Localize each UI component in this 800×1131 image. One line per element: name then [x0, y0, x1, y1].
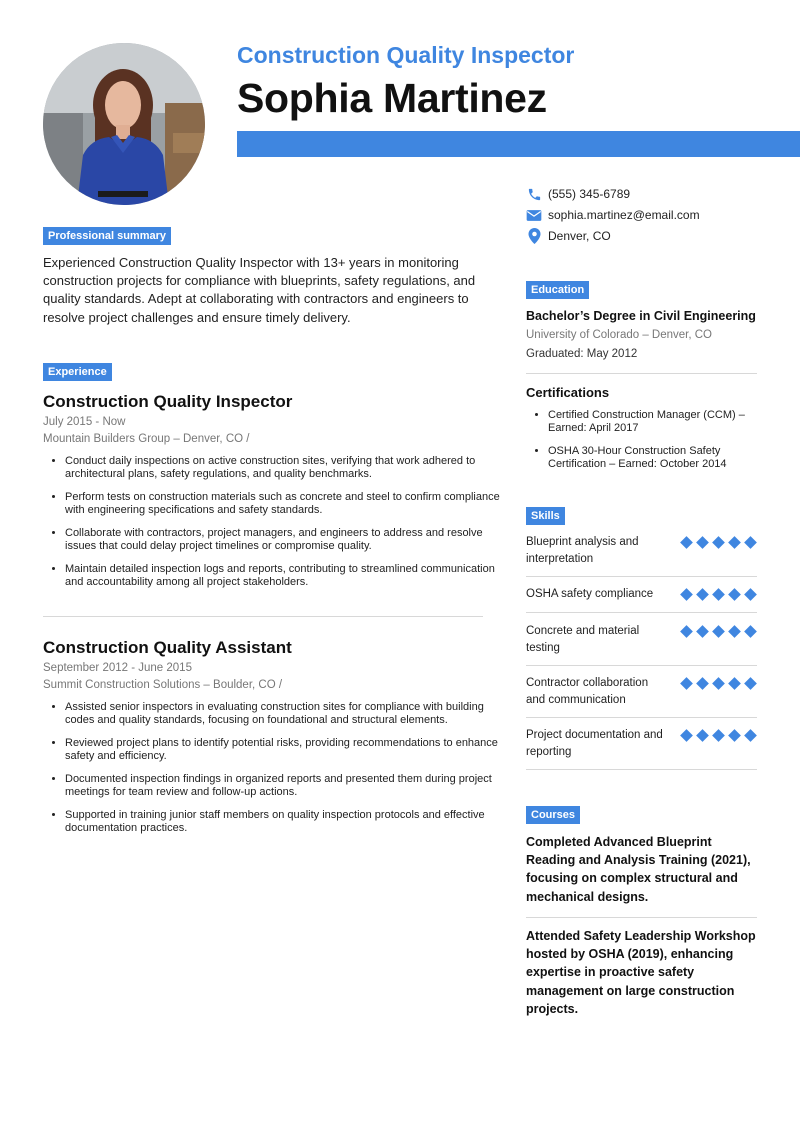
skill-rating — [680, 729, 757, 742]
rating-diamond-icon — [696, 536, 709, 549]
job-2-title: Construction Quality Assistant — [43, 638, 292, 657]
summary-heading: Professional summary — [43, 227, 171, 245]
rating-diamond-icon — [696, 625, 709, 638]
skill-name: Contractor collaboration and communication — [526, 677, 649, 706]
job-2-dates: September 2012 - June 2015 — [43, 662, 192, 674]
skill-row — [526, 534, 757, 567]
list-item: • Maintain detailed inspection logs and reports, contributing to streamlined communication and accountability among all project stakeholders. — [65, 563, 503, 589]
phone-icon — [526, 186, 542, 202]
job-entry-2 — [43, 638, 503, 845]
skill-divider — [526, 612, 757, 613]
rating-diamond-icon — [680, 588, 693, 601]
profile-photo — [43, 43, 205, 205]
skill-rating — [680, 588, 757, 601]
header-accent-bar — [237, 131, 800, 157]
skill-divider — [526, 665, 757, 666]
job-1-company: Mountain Builders Group – Denver, CO / — [43, 433, 250, 445]
job-title: Construction Quality Inspector — [237, 42, 575, 68]
list-item: • Reviewed project plans to identify potential risks, providing recommendations to enhance safety and efficiency. — [65, 737, 503, 763]
rating-diamond-icon — [712, 729, 725, 742]
skill-rating — [680, 677, 757, 690]
phone-text: (555) 345-6789 — [548, 187, 631, 201]
rating-diamond-icon — [680, 536, 693, 549]
skill-divider — [526, 769, 757, 770]
map-pin-icon — [526, 228, 542, 244]
skill-divider — [526, 717, 757, 718]
rating-diamond-icon — [728, 536, 741, 549]
certifications-heading: Certifications — [526, 385, 610, 400]
list-item: • Supported in training junior staff members on quality inspection protocols and effective documentation practices. — [65, 809, 503, 835]
rating-diamond-icon — [744, 677, 757, 690]
experience-heading: Experience — [43, 363, 112, 381]
skill-rating — [680, 536, 757, 549]
rating-diamond-icon — [728, 729, 741, 742]
list-item: • Perform tests on construction materials such as concrete and steel to confirm compliance with engineering specifications and safety standards. — [65, 491, 503, 517]
list-item: • Documented inspection findings in organized reports and presented them during project meetings for team review and follow-up actions. — [65, 773, 503, 799]
skill-row — [526, 675, 757, 708]
job-2-bullets — [43, 701, 503, 835]
contact-location — [526, 228, 611, 244]
skill-row — [526, 623, 757, 656]
skill-row — [526, 727, 757, 760]
education-degree: Bachelor’s Degree in Civil Engineering — [526, 309, 756, 323]
skill-row — [526, 586, 757, 603]
rating-diamond-icon — [712, 677, 725, 690]
list-item: • Assisted senior inspectors in evaluating construction sites for compliance with building codes and quality standards, focusing on foundational and structural elements. — [65, 701, 503, 727]
job-1-title: Construction Quality Inspector — [43, 392, 293, 411]
course-item: Attended Safety Leadership Workshop hosted by OSHA (2019), enhancing expertise in proactive safety management on large construction projects. — [526, 929, 756, 1016]
rating-diamond-icon — [744, 536, 757, 549]
rating-diamond-icon — [680, 677, 693, 690]
education-divider — [526, 373, 757, 374]
skills-heading: Skills — [526, 507, 565, 525]
rating-diamond-icon — [744, 625, 757, 638]
course-divider — [526, 917, 757, 918]
job-2-company: Summit Construction Solutions – Boulder, CO / — [43, 679, 283, 691]
experience-divider — [43, 616, 483, 617]
rating-diamond-icon — [728, 625, 741, 638]
location-text: Denver, CO — [548, 229, 611, 243]
summary-text: Experienced Construction Quality Inspector with 13+ years in monitoring construction projects for compliance with blueprints, safety regulations, and quality standards. Adept at collaborating with contractors and engineers to resolve project challenges and ensure timely delivery. — [43, 255, 476, 325]
list-item: • Collaborate with contractors, project managers, and engineers to address and resolve issues that could delay project timelines or compromise quality. — [65, 527, 503, 553]
education-block — [526, 309, 757, 360]
envelope-icon — [526, 207, 542, 223]
rating-diamond-icon — [696, 729, 709, 742]
job-1-bullets — [43, 455, 503, 589]
certifications-list — [526, 409, 757, 471]
courses-heading: Courses — [526, 806, 580, 824]
portrait-image — [43, 43, 205, 205]
rating-diamond-icon — [696, 677, 709, 690]
rating-diamond-icon — [728, 588, 741, 601]
rating-diamond-icon — [696, 588, 709, 601]
rating-diamond-icon — [744, 729, 757, 742]
skill-rating — [680, 625, 757, 638]
job-entry-1 — [43, 392, 503, 599]
rating-diamond-icon — [680, 625, 693, 638]
job-1-dates: July 2015 - Now — [43, 416, 126, 428]
skill-name: OSHA safety compliance — [526, 588, 654, 600]
skill-name: Concrete and material testing — [526, 625, 640, 654]
rating-diamond-icon — [680, 729, 693, 742]
candidate-name: Sophia Martinez — [237, 75, 547, 121]
education-heading: Education — [526, 281, 589, 299]
skill-name: Project documentation and reporting — [526, 729, 663, 758]
skill-name: Blueprint analysis and interpretation — [526, 536, 639, 565]
list-item: • Conduct daily inspections on active construction sites, verifying that work adhered to architectural plans, safety regulations, and quality benchmarks. — [65, 455, 503, 481]
list-item: • OSHA 30-Hour Construction Safety Certification – Earned: October 2014 — [548, 445, 757, 471]
rating-diamond-icon — [712, 625, 725, 638]
contact-phone[interactable] — [526, 186, 630, 202]
rating-diamond-icon — [744, 588, 757, 601]
course-item: Completed Advanced Blueprint Reading and Analysis Training (2021), focusing on complex structural and mechanical designs. — [526, 835, 751, 904]
rating-diamond-icon — [712, 536, 725, 549]
certifications-block — [526, 385, 757, 481]
list-item: • Certified Construction Manager (CCM) – Earned: April 2017 — [548, 409, 757, 435]
education-graduated: Graduated: May 2012 — [526, 348, 638, 360]
contact-email[interactable] — [526, 207, 700, 223]
rating-diamond-icon — [728, 677, 741, 690]
rating-diamond-icon — [712, 588, 725, 601]
email-text: sophia.martinez@email.com — [548, 208, 700, 222]
education-school: University of Colorado – Denver, CO — [526, 329, 712, 341]
skill-divider — [526, 576, 757, 577]
